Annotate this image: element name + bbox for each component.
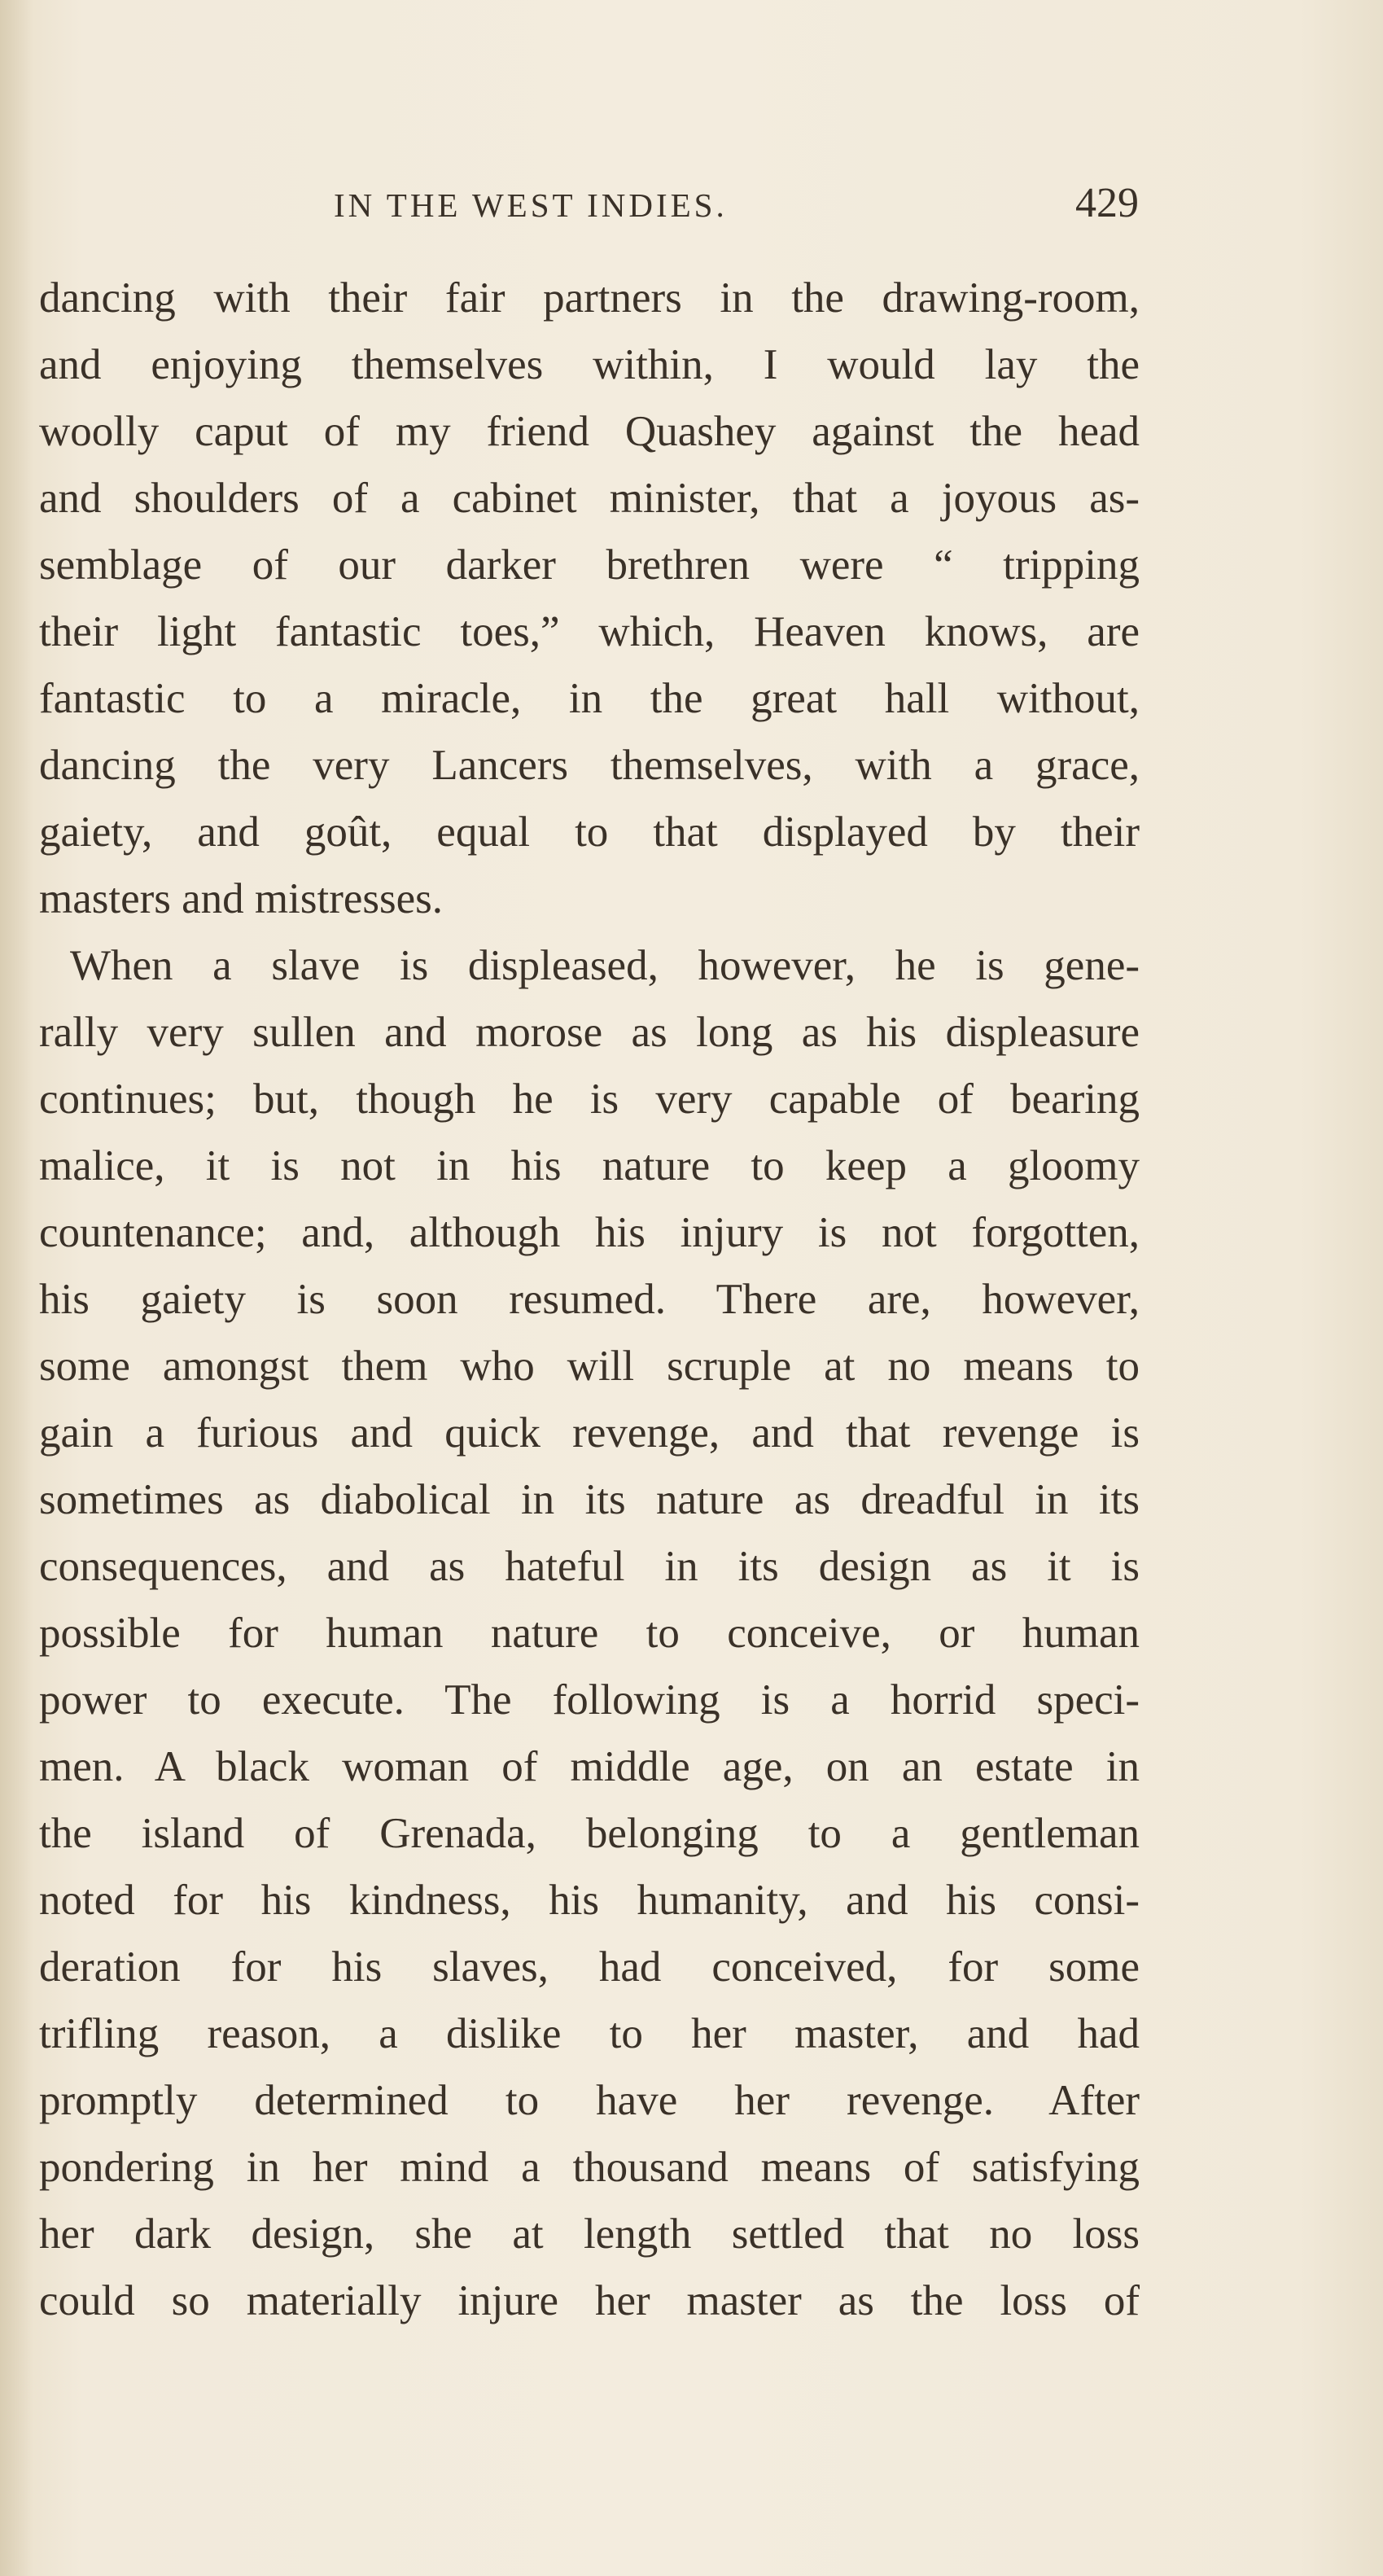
text-line: his gaiety is soon resumed. There are, however, xyxy=(39,1276,1140,1323)
text-line: rally very sullen and morose as long as his displeasure xyxy=(39,1009,1140,1056)
text-line: gain a furious and quick revenge, and that revenge is xyxy=(39,1409,1140,1457)
running-head: IN THE WEST INDIES. xyxy=(334,186,728,224)
text-line: trifling reason, a dislike to her master, and had xyxy=(39,2010,1140,2057)
text-line: and enjoying themselves within, I would lay the xyxy=(39,341,1140,388)
text-line: malice, it is not in his nature to keep a gloomy xyxy=(39,1142,1140,1189)
text-line: consequences, and as hateful in its design as it is xyxy=(39,1543,1140,1590)
text-line: power to execute. The following is a horrid speci- xyxy=(39,1676,1140,1724)
text-line: and shoulders of a cabinet minister, that a joyous as- xyxy=(39,475,1140,522)
text-line: promptly determined to have her revenge. After xyxy=(39,2077,1140,2124)
text-line: countenance; and, although his injury is not forgotten, xyxy=(39,1209,1140,1256)
text-line: their light fantastic toes,” which, Heaven knows, are xyxy=(39,608,1140,655)
text-line: masters and mistresses. xyxy=(39,875,444,922)
text-line: When a slave is displeased, however, he is gene- xyxy=(70,942,1140,989)
body-text xyxy=(39,265,1140,2334)
text-line: fantastic to a miracle, in the great hall without, xyxy=(39,675,1140,722)
text-line: deration for his slaves, had conceived, for some xyxy=(39,1943,1140,1991)
text-line: pondering in her mind a thousand means of satisfying xyxy=(39,2144,1140,2191)
text-line: sometimes as diabolical in its nature as dreadful in its xyxy=(39,1476,1140,1523)
text-line: woolly caput of my friend Quashey against the head xyxy=(39,408,1140,455)
text-line: could so materially injure her master as the loss of xyxy=(39,2277,1140,2324)
text-line: possible for human nature to conceive, or human xyxy=(39,1610,1140,1657)
text-line: some amongst them who will scruple at no means to xyxy=(39,1343,1140,1390)
text-line: dancing the very Lancers themselves, with a grace, xyxy=(39,742,1140,789)
text-line: continues; but, though he is very capable of bearing xyxy=(39,1076,1140,1123)
text-line: gaiety, and goût, equal to that displayed by their xyxy=(39,808,1140,856)
text-line: men. A black woman of middle age, on an estate in xyxy=(39,1743,1140,1790)
text-line: dancing with their fair partners in the drawing-room, xyxy=(39,274,1140,322)
text-line: semblage of our darker brethren were “ tripping xyxy=(39,541,1140,589)
page-number: 429 xyxy=(1075,180,1139,226)
page-gutter-shadow xyxy=(0,0,33,2576)
text-line: her dark design, she at length settled that no loss xyxy=(39,2210,1140,2258)
text-line: noted for his kindness, his humanity, and his consi- xyxy=(39,1877,1140,1924)
text-line: the island of Grenada, belonging to a gentleman xyxy=(39,1810,1140,1857)
